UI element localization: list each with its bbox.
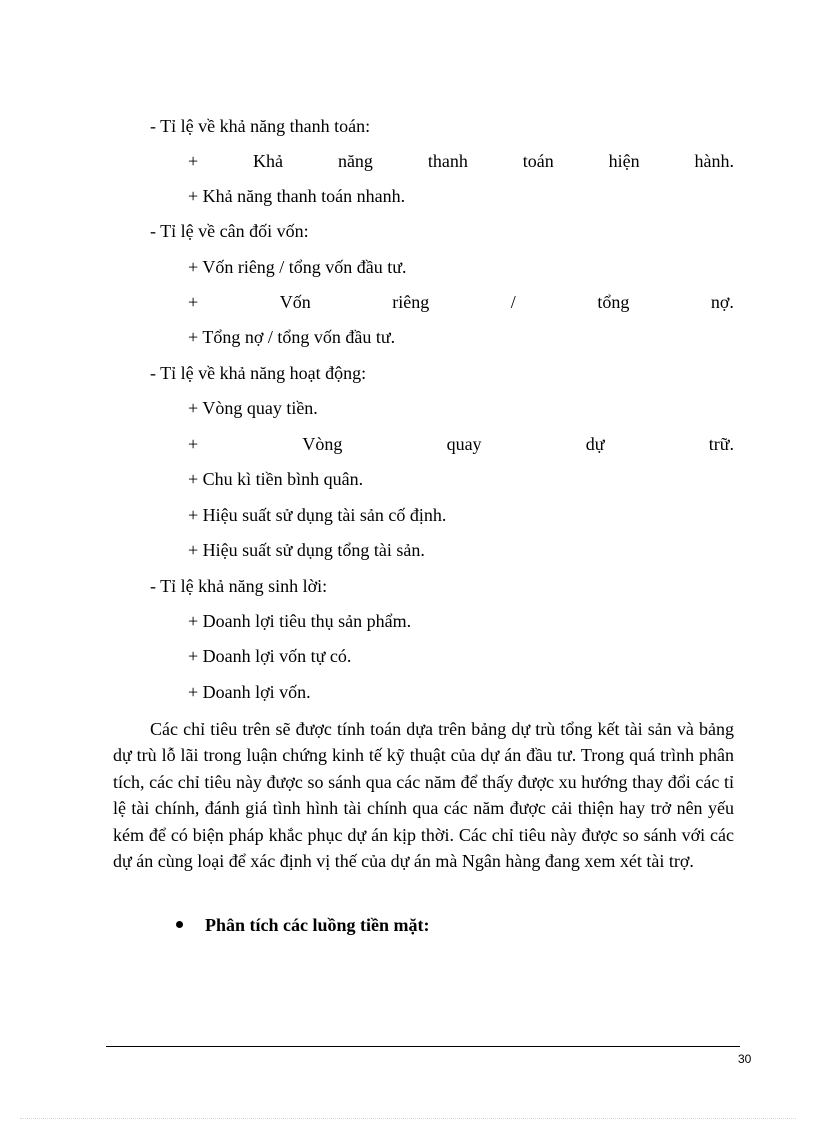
list-word: năng [337,151,373,171]
page-number: 30 [738,1052,752,1066]
list-word: hành. [694,151,734,171]
section-heading: - Tỉ lệ về khả năng thanh toán: [150,116,371,136]
list-item: + Doanh lợi vốn tự có. [188,646,352,666]
section-heading: - Tỉ lệ khả năng sinh lời: [150,576,328,596]
list-item: + Chu kì tiền bình quân. [188,469,364,489]
list-word: Khả [253,151,284,171]
list-word: nợ. [710,292,734,312]
list-word: riêng [392,292,430,312]
list-word: hiện [608,151,640,171]
list-item: + Vốn riêng / tổng vốn đầu tư. [188,257,407,277]
list-word: + [188,151,199,171]
section-heading: - Tỉ lệ về khả năng hoạt động: [150,363,367,383]
list-item: + Vòng quay tiền. [188,398,318,418]
list-word: toán [522,151,554,171]
footer-divider [106,1046,740,1047]
page-bottom-border [20,1118,796,1119]
bullet-icon [176,921,183,928]
list-word: trữ. [708,434,734,454]
list-word: thanh [427,151,468,171]
list-item-justified [188,433,734,455]
list-item: + Doanh lợi vốn. [188,682,311,702]
list-item: + Hiệu suất sử dụng tài sản cố định. [188,505,447,525]
bullet-heading-text: Phân tích các luồng tiền mặt: [205,915,430,935]
list-word: / [510,292,516,312]
list-item: + Tổng nợ / tổng vốn đầu tư. [188,327,396,347]
list-item: + Khả năng thanh toán nhanh. [188,186,406,206]
list-word: tổng [597,292,630,312]
list-item: + Doanh lợi tiêu thụ sản phẩm. [188,611,412,631]
list-word: Vốn [279,292,311,312]
list-word: Vòng [302,434,343,454]
list-word: + [188,292,199,312]
list-item: + Hiệu suất sử dụng tổng tài sản. [188,540,425,560]
list-word: quay [446,434,482,454]
list-item-justified [188,150,734,172]
list-item-justified [188,291,734,313]
bullet-heading [176,914,430,936]
list-word: dự [585,434,605,454]
list-word: + [188,434,199,454]
section-heading: - Tỉ lệ về cân đối vốn: [150,221,309,241]
body-paragraph: Các chỉ tiêu trên sẽ được tính toán dựa trên bảng dự trù tổng kết tài sản và bảng dự trù lỗ lãi trong luận chứng kinh tế kỹ thuật của dự án đầu tư. Trong quá trình phân tích, các chỉ tiêu này được so sánh qua các năm để thấy được xu hướng thay đổi các tỉ lệ tài chính, đánh giá tình hình tài chính qua các năm được cải thiện hay trở nên yếu kém để có biện pháp khắc phục dự án kịp thời. Các chỉ tiêu này được so sánh với các dự án cùng loại để xác định vị thế của dự án mà Ngân hàng đang xem xét tài trợ. [113,719,734,872]
